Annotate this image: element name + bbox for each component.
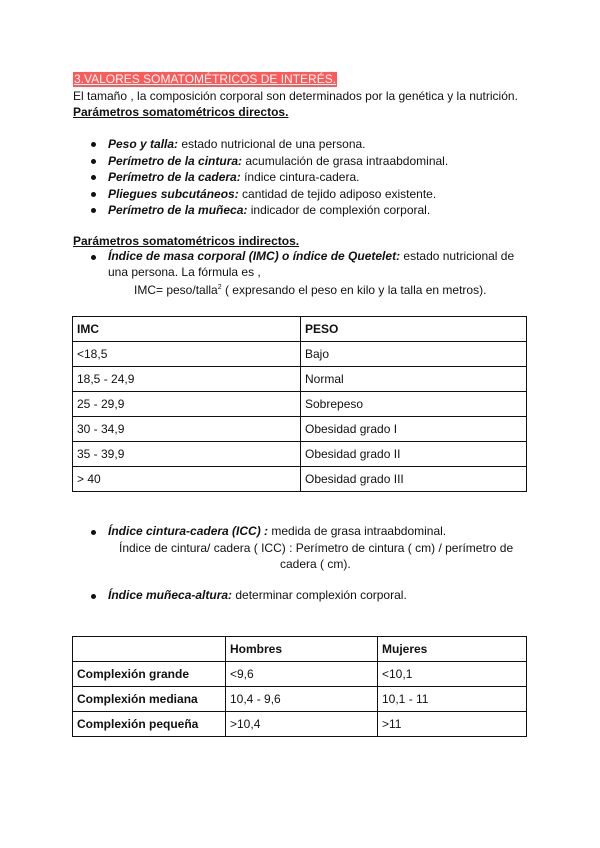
table-cell: >10,4 (226, 712, 378, 737)
imc-table (72, 316, 527, 492)
table-row (73, 467, 527, 492)
table-cell: Complexión pequeña (73, 712, 226, 737)
list-item: Perímetro de la muñeca: indicador de complexión corporal. (91, 202, 448, 219)
wrist-definition: Índice muñeca-altura: determinar complexión corporal. (108, 588, 407, 602)
imc-definition: Índice de masa corporal (IMC) o índice de Quetelet: estado nutricional de (108, 249, 515, 263)
table-cell: <9,6 (226, 662, 378, 687)
table-cell: 10,1 - 11 (378, 687, 527, 712)
table-header-row (73, 317, 527, 342)
list-item: Pliegues subcutáneos: cantidad de tejido adiposo existente. (91, 186, 448, 203)
table-row (73, 367, 527, 392)
table-row (73, 392, 527, 417)
table-header-cell (73, 637, 226, 662)
table-cell: Obesidad grado II (301, 442, 527, 467)
section-heading: 3.VALORES SOMATOMÉTRICOS DE INTERÉS. (74, 72, 337, 86)
intro-text: El tamaño , la composición corporal son determinados por la genética y la nutrición. (73, 89, 518, 103)
table-cell: Complexión grande (73, 662, 226, 687)
list-item: Perímetro de la cadera: índice cintura-cadera. (91, 169, 448, 186)
table-cell: 30 - 34,9 (73, 417, 301, 442)
table-cell: <18,5 (73, 342, 301, 367)
table-cell: 18,5 - 24,9 (73, 367, 301, 392)
list-item: Peso y talla: estado nutricional de una persona. (91, 136, 448, 153)
bullet-icon (91, 255, 96, 260)
table-cell: <10,1 (378, 662, 527, 687)
table-cell: Obesidad grado III (301, 467, 527, 492)
table-header-cell: IMC (73, 317, 301, 342)
table-header-cell: Hombres (226, 637, 378, 662)
list-item: Perímetro de la cintura: acumulación de grasa intraabdominal. (91, 153, 448, 170)
table-cell: >11 (378, 712, 527, 737)
table-cell: Normal (301, 367, 527, 392)
table-row (73, 342, 527, 367)
table-cell: Bajo (301, 342, 527, 367)
icc-formula-cont: cadera ( cm). (280, 557, 351, 571)
table-header-row (73, 637, 527, 662)
imc-formula: IMC= peso/talla$^2$ ( expresando el peso en kilo y la talla en metros). (134, 283, 487, 297)
table-row (73, 687, 527, 712)
table-cell: > 40 (73, 467, 301, 492)
direct-params-title: Parámetros somatométricos directos. (73, 105, 289, 119)
table-row (73, 442, 527, 467)
icc-definition: Índice cintura-cadera (ICC) : medida de grasa intraabdominal. (108, 524, 447, 538)
table-cell: Obesidad grado I (301, 417, 527, 442)
indirect-params-title: Parámetros somatométricos indirectos. (73, 234, 300, 248)
table-cell: 35 - 39,9 (73, 442, 301, 467)
table-cell: Complexión mediana (73, 687, 226, 712)
table-cell: 25 - 29,9 (73, 392, 301, 417)
table-row (73, 662, 527, 687)
table-header-cell: Mujeres (378, 637, 527, 662)
imc-definition-cont: una persona. La fórmula es , (108, 265, 261, 279)
table-row (73, 712, 527, 737)
table-header-cell: PESO (301, 317, 527, 342)
complexion-table (72, 636, 527, 737)
icc-formula: Índice de cintura/ cadera ( ICC) : Perímetro de cintura ( cm) / perímetro de (119, 541, 514, 555)
table-row (73, 417, 527, 442)
table-cell: 10,4 - 9,6 (226, 687, 378, 712)
bullet-icon (91, 530, 96, 535)
direct-params-list (91, 136, 448, 219)
bullet-icon (91, 594, 96, 599)
table-cell: Sobrepeso (301, 392, 527, 417)
